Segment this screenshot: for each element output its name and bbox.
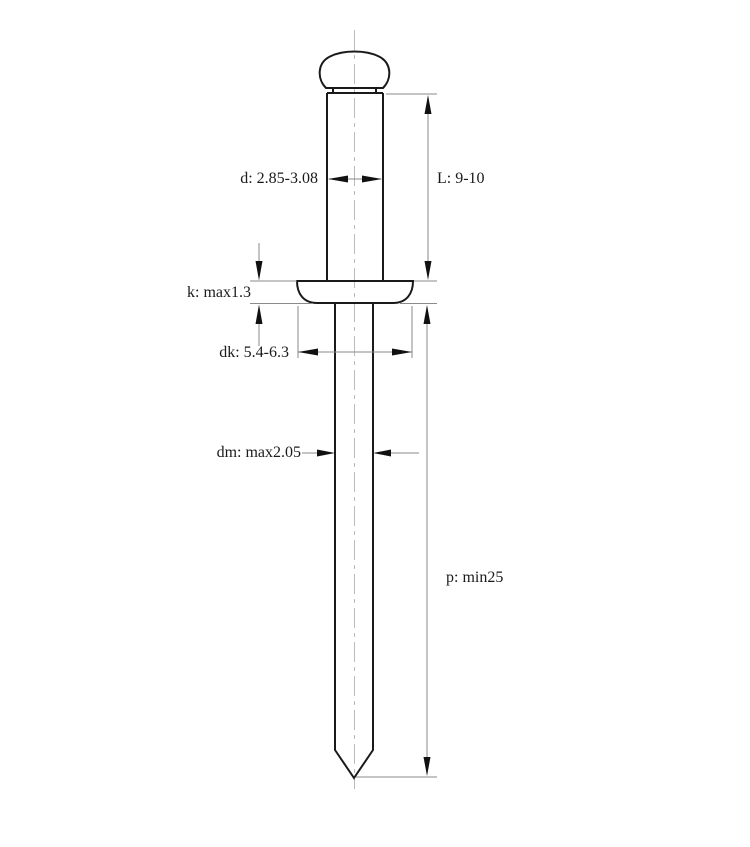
dim-d-arrow-right-icon — [362, 176, 382, 183]
dimension-dm — [217, 444, 419, 461]
dim-p-arrow-down-icon — [424, 757, 431, 776]
dimension-d — [240, 170, 382, 187]
dim-k-arrow-down-icon — [256, 261, 263, 281]
dimension-k — [187, 243, 313, 346]
dim-p-label: p: min25 — [446, 569, 504, 586]
dim-L-arrow-down-icon — [425, 261, 432, 280]
dim-d-arrow-left-icon — [328, 176, 348, 183]
dimension-p — [356, 304, 503, 778]
dimension-dk — [219, 306, 412, 361]
dim-p-arrow-up-icon — [424, 305, 431, 324]
dim-dk-arrow-left-icon — [298, 349, 318, 356]
dim-dm-arrow-left-icon — [373, 450, 391, 457]
dim-dm-arrow-right-icon — [317, 450, 335, 457]
dim-k-arrow-up-icon — [256, 305, 263, 325]
dimension-L — [386, 94, 485, 281]
dim-dk-label: dk: 5.4-6.3 — [219, 344, 289, 361]
dim-L-label: L: 9-10 — [437, 170, 485, 187]
dim-d-label: d: 2.85-3.08 — [240, 170, 318, 187]
dim-dk-arrow-right-icon — [392, 349, 412, 356]
dim-L-arrow-up-icon — [425, 95, 432, 114]
dim-dm-label: dm: max2.05 — [216, 444, 301, 461]
dim-k-label: k: max1.3 — [187, 284, 251, 301]
